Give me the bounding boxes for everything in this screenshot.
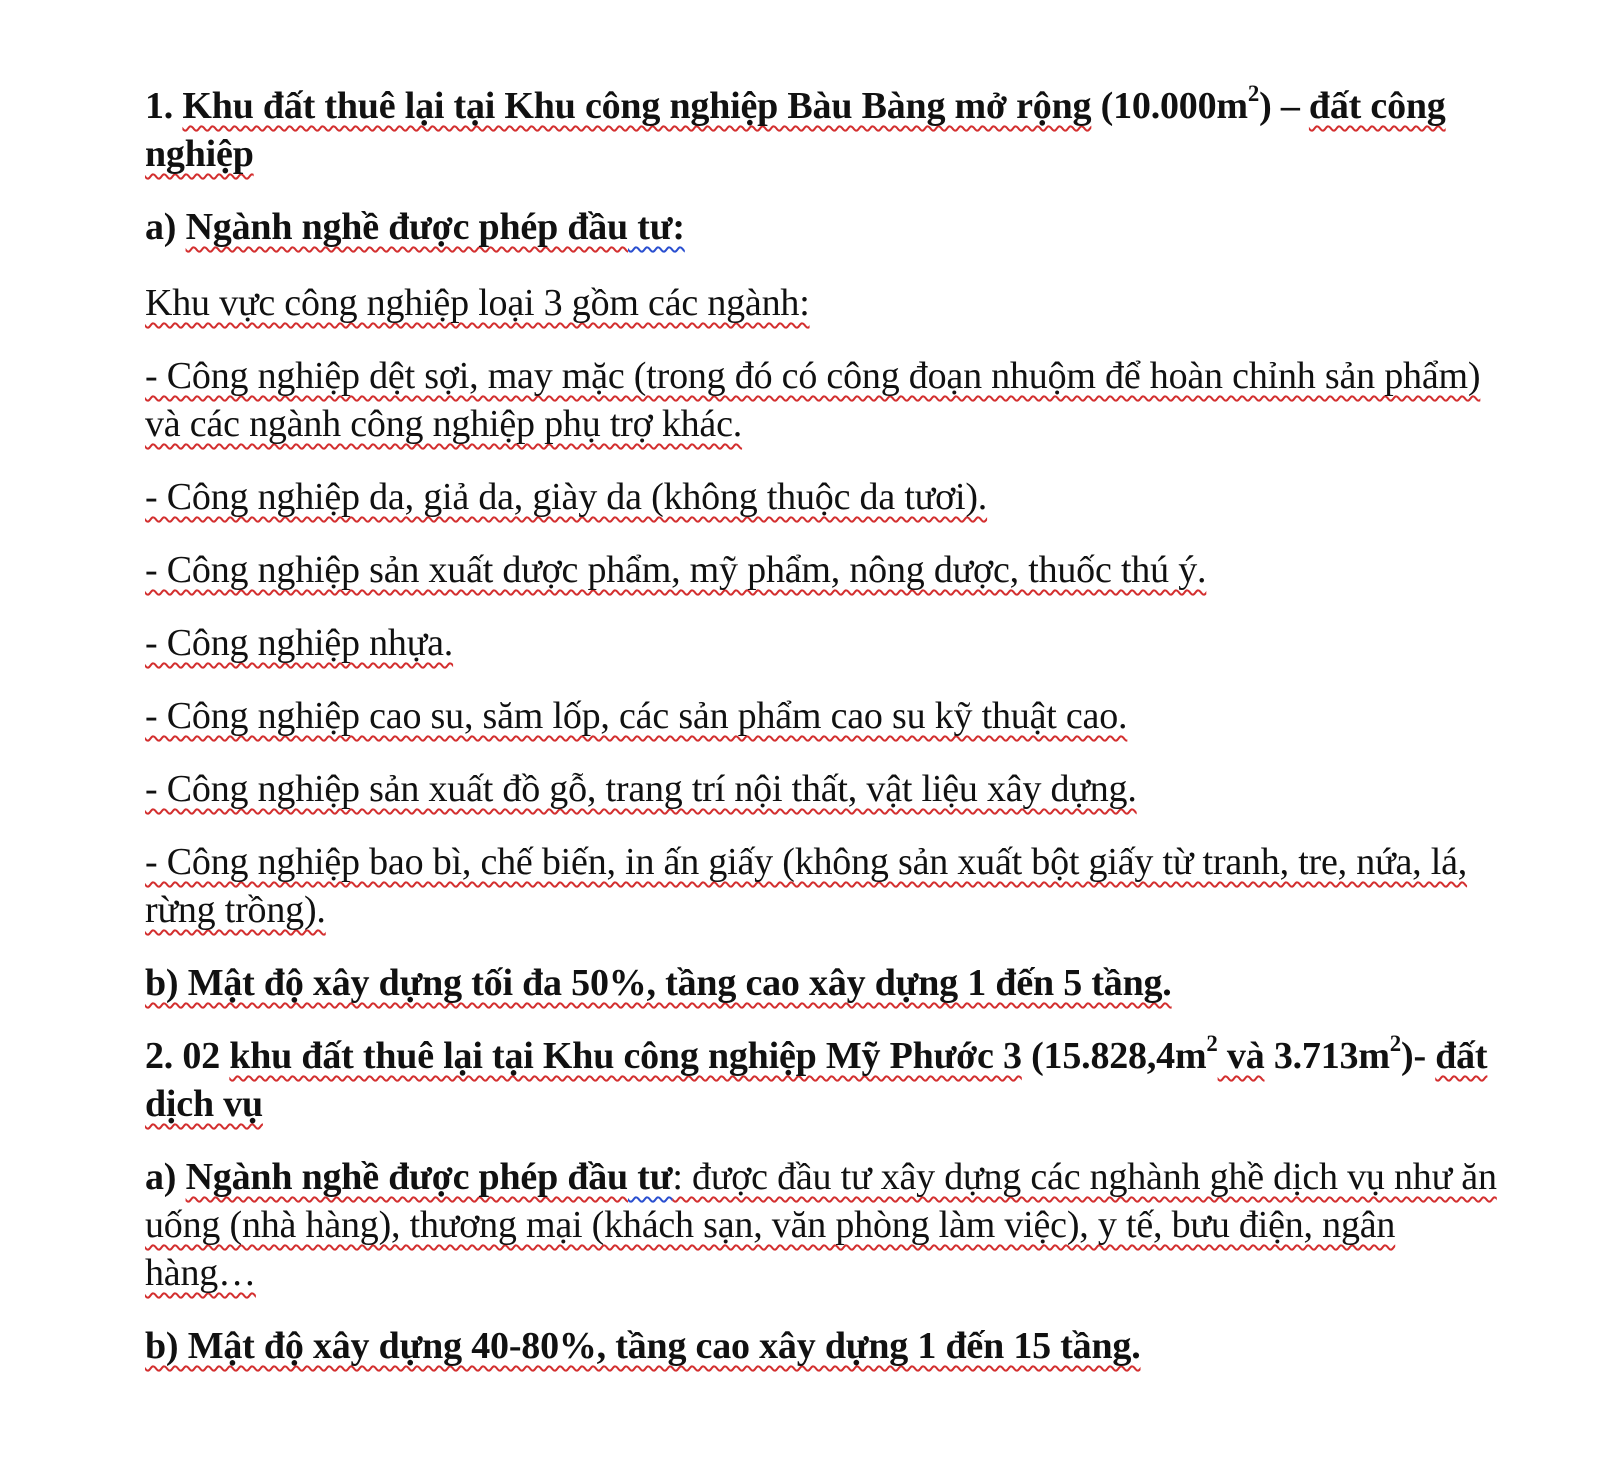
section1-item-1: - Công nghiệp dệt sợi, may mặc (trong đó có công đoạn nhuộm để hoàn chỉnh sản phẩm) và các ngành công nghiệp phụ trợ khác. (145, 355, 1481, 445)
section2-heading-number: 2. 02 (145, 1035, 230, 1077)
section2-heading (145, 1032, 1515, 1128)
section2-a-title-tail: tư (628, 1156, 673, 1198)
list-item (145, 838, 1515, 934)
section2-heading-dash: )- (1400, 1035, 1436, 1077)
section2-b-text: b) Mật độ xây dựng 40-80%, tầng cao xây dựng 1 đến 15 tầng. (145, 1325, 1141, 1367)
section1-heading-title: Khu đất thuê lại tại Khu công nghiệp Bàu Bàng mở rộng (182, 85, 1092, 127)
section2-b-heading (145, 1322, 1515, 1370)
section2-a-body: : được đầu tư xây dựng các nghành ghề dịch vụ như ăn uống (nhà hàng), thương mại (khách sạn, văn phòng làm việc), y tế, bưu điện, ngân hàng… (145, 1156, 1497, 1294)
list-item (145, 765, 1515, 813)
section2-heading-area2-sup: 2 (1389, 1030, 1401, 1056)
list-item (145, 692, 1515, 740)
section1-item-2: - Công nghiệp da, giả da, giày da (không thuộc da tươi). (145, 476, 988, 518)
section1-heading-area: (10.000m (1091, 85, 1248, 127)
section1-heading-area-sup: 2 (1247, 80, 1260, 106)
section1-b-text: b) Mật độ xây dựng tối đa 50%, tầng cao xây dựng 1 đến 5 tầng. (145, 962, 1172, 1004)
list-item (145, 352, 1515, 448)
list-item (145, 546, 1515, 594)
section1-item-5: - Công nghiệp cao su, săm lốp, các sản phẩm cao su kỹ thuật cao. (145, 695, 1128, 737)
section2-a-paragraph (145, 1153, 1515, 1297)
section2-a-title: Ngành nghề được phép đầu (185, 1156, 628, 1198)
section1-a-heading (145, 203, 1515, 251)
section1-heading-number: 1. (145, 85, 183, 127)
section1-heading (145, 82, 1515, 178)
section1-heading-dash: ) – (1259, 85, 1309, 127)
section2-heading-land-type: đất dịch vụ (145, 1035, 1488, 1125)
section1-b-heading (145, 959, 1515, 1007)
section1-item-6: - Công nghiệp sản xuất đồ gỗ, trang trí nội thất, vật liệu xây dựng. (145, 768, 1137, 810)
section1-intro (145, 279, 1515, 327)
section1-heading-land-type: đất công nghiệp (145, 85, 1446, 175)
section1-item-3: - Công nghiệp sản xuất dược phẩm, mỹ phẩm, nông dược, thuốc thú ý. (145, 549, 1207, 591)
section2-heading-area1-sup: 2 (1206, 1030, 1218, 1056)
section2-a-label: a) (145, 1156, 186, 1198)
section1-item-7: - Công nghiệp bao bì, chế biến, in ấn giấy (không sản xuất bột giấy từ tranh, tre, nứa, lá, rừng trồng). (145, 841, 1468, 931)
section2-heading-and: và (1217, 1035, 1265, 1077)
section2-heading-title: khu đất thuê lại tại Khu công nghiệp Mỹ Phước 3 (229, 1035, 1022, 1077)
section1-item-4: - Công nghiệp nhựa. (145, 622, 454, 664)
section2-heading-area2: 3.713m (1264, 1035, 1390, 1077)
document-body (145, 82, 1515, 1395)
list-item (145, 619, 1515, 667)
section1-a-title: Ngành nghề được phép đầu (185, 206, 628, 248)
list-item (145, 473, 1515, 521)
section2-heading-area1: (15.828,4m (1021, 1035, 1207, 1077)
section1-a-title-tail: tư: (628, 206, 685, 248)
section1-a-label: a) (145, 206, 186, 248)
section1-intro-text: Khu vực công nghiệp loại 3 gồm các ngành: (145, 282, 810, 324)
